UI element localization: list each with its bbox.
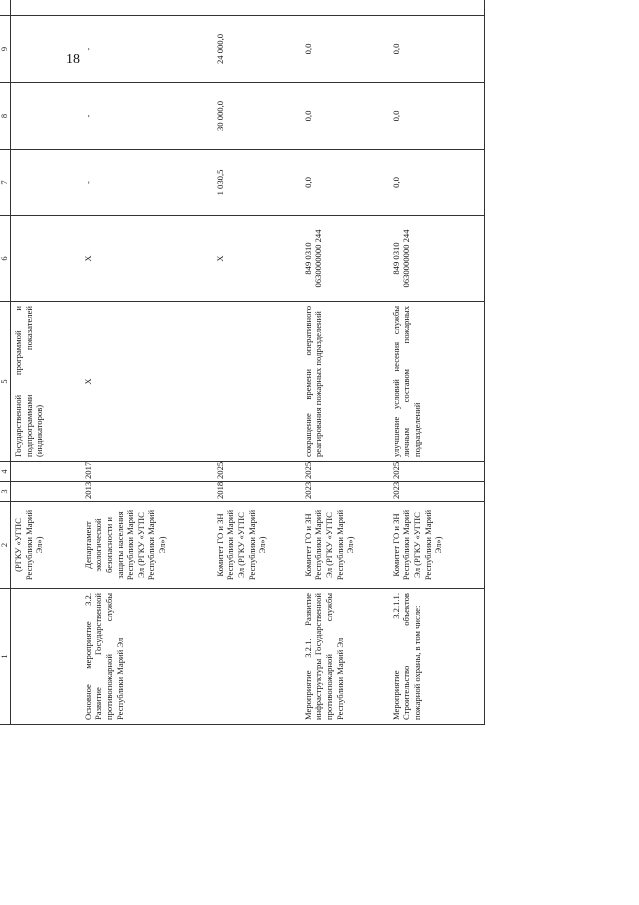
result-x-mark: X (82, 378, 93, 385)
table-row (301, 0, 389, 725)
table-row (213, 0, 301, 725)
start-year-cell: 2023 (389, 482, 485, 502)
value-cell (389, 0, 485, 16)
table-row (389, 0, 485, 725)
header-cell: 8 (0, 83, 11, 150)
header-cell: 4 (0, 462, 11, 482)
measure-cell: Мероприятие 3.2.1.1. Строительство объектов пожарной охраны, в том числе: (389, 589, 485, 725)
start-year-cell: 2018 (213, 482, 301, 502)
value-cell: 0,0 (301, 83, 389, 150)
table-row (81, 0, 213, 725)
result-cell: Государственной программой и подпрограммами показателей (индикаторов) (11, 302, 81, 462)
measure-cell (11, 589, 81, 725)
end-year-cell (11, 462, 81, 482)
executor-cell: Комитет ГО и ЗН Республики Марий Эл (РГКУ «УГПС Республики Марий Эл») (301, 502, 389, 589)
result-cell: улучшение условий несения службы личным составом пожарных подразделений (389, 302, 485, 462)
header-cell (0, 0, 11, 16)
value-cell: 0,0 (389, 150, 485, 216)
value-cell: 1 030,5 (213, 150, 301, 216)
value-cell: 0,0 (301, 150, 389, 216)
value-cell (301, 0, 389, 16)
start-year-cell: 2023 (301, 482, 389, 502)
header-cell: 1 (0, 589, 11, 725)
end-year-cell: 2025 (213, 462, 301, 482)
page-number: 18 (66, 52, 80, 67)
end-year-cell: 2017 (81, 462, 213, 482)
value-cell: 0,0 (389, 83, 485, 150)
end-year-cell: 2025 (301, 462, 389, 482)
value-cell: 30 000,0 (213, 83, 301, 150)
value-cell: - (81, 16, 213, 83)
value-cell (11, 150, 81, 216)
value-cell (11, 0, 81, 16)
budget-code-cell: 849 0310 0630000000 244 (389, 216, 485, 302)
header-cell: 9 (0, 16, 11, 83)
executor-cell: Комитет ГО и ЗН Республики Марий Эл (РГКУ «УГПС Республики Марий Эл») (213, 502, 301, 589)
budget-code-cell (11, 216, 81, 302)
measure-cell (213, 589, 301, 725)
header-cell: 2 (0, 502, 11, 589)
budget-code-cell: X (81, 216, 213, 302)
value-cell (81, 0, 213, 16)
result-cell: сокращение времени оперативного реагирования пожарных подразделений (301, 302, 389, 462)
budget-code-cell: 849 0310 0630000000 244 (301, 216, 389, 302)
budget-code-cell: X (213, 216, 301, 302)
executor-cell: Комитет ГО и ЗН Республики Марий Эл (РГКУ «УГПС Республики Марий Эл») (389, 502, 485, 589)
value-cell (213, 0, 301, 16)
end-year-cell: 2025 (389, 462, 485, 482)
header-cell: 5 (0, 302, 11, 462)
value-cell: 0,0 (301, 16, 389, 83)
header-cell: 6 (0, 216, 11, 302)
measure-cell: Мероприятие 3.2.1. Развитие инфраструктуры Государственной противопожарной службы Республики Марий Эл (301, 589, 389, 725)
start-year-cell (11, 482, 81, 502)
value-cell: - (81, 83, 213, 150)
value-cell: 24 000,0 (213, 16, 301, 83)
executor-cell: (РГКУ «УГПС Республики Марий Эл») (11, 502, 81, 589)
header-cell: 7 (0, 150, 11, 216)
value-cell: - (81, 150, 213, 216)
start-year-cell: 2013 (81, 482, 213, 502)
result-cell (213, 302, 301, 462)
executor-cell: Департамент экологической безопасности и защиты населения Республики Марий Эл (РГКУ «УГПС Республики Марий Эл») (81, 502, 213, 589)
header-cell: 3 (0, 482, 11, 502)
value-cell (11, 83, 81, 150)
value-cell (11, 16, 81, 83)
column-number-header (0, 0, 11, 725)
result-cell (81, 302, 213, 462)
table-row (11, 0, 81, 725)
value-cell: 0,0 (389, 16, 485, 83)
measure-cell: Основное мероприятие 3.2. Развитие Государственной противопожарной службы Республики Марий Эл (81, 589, 213, 725)
